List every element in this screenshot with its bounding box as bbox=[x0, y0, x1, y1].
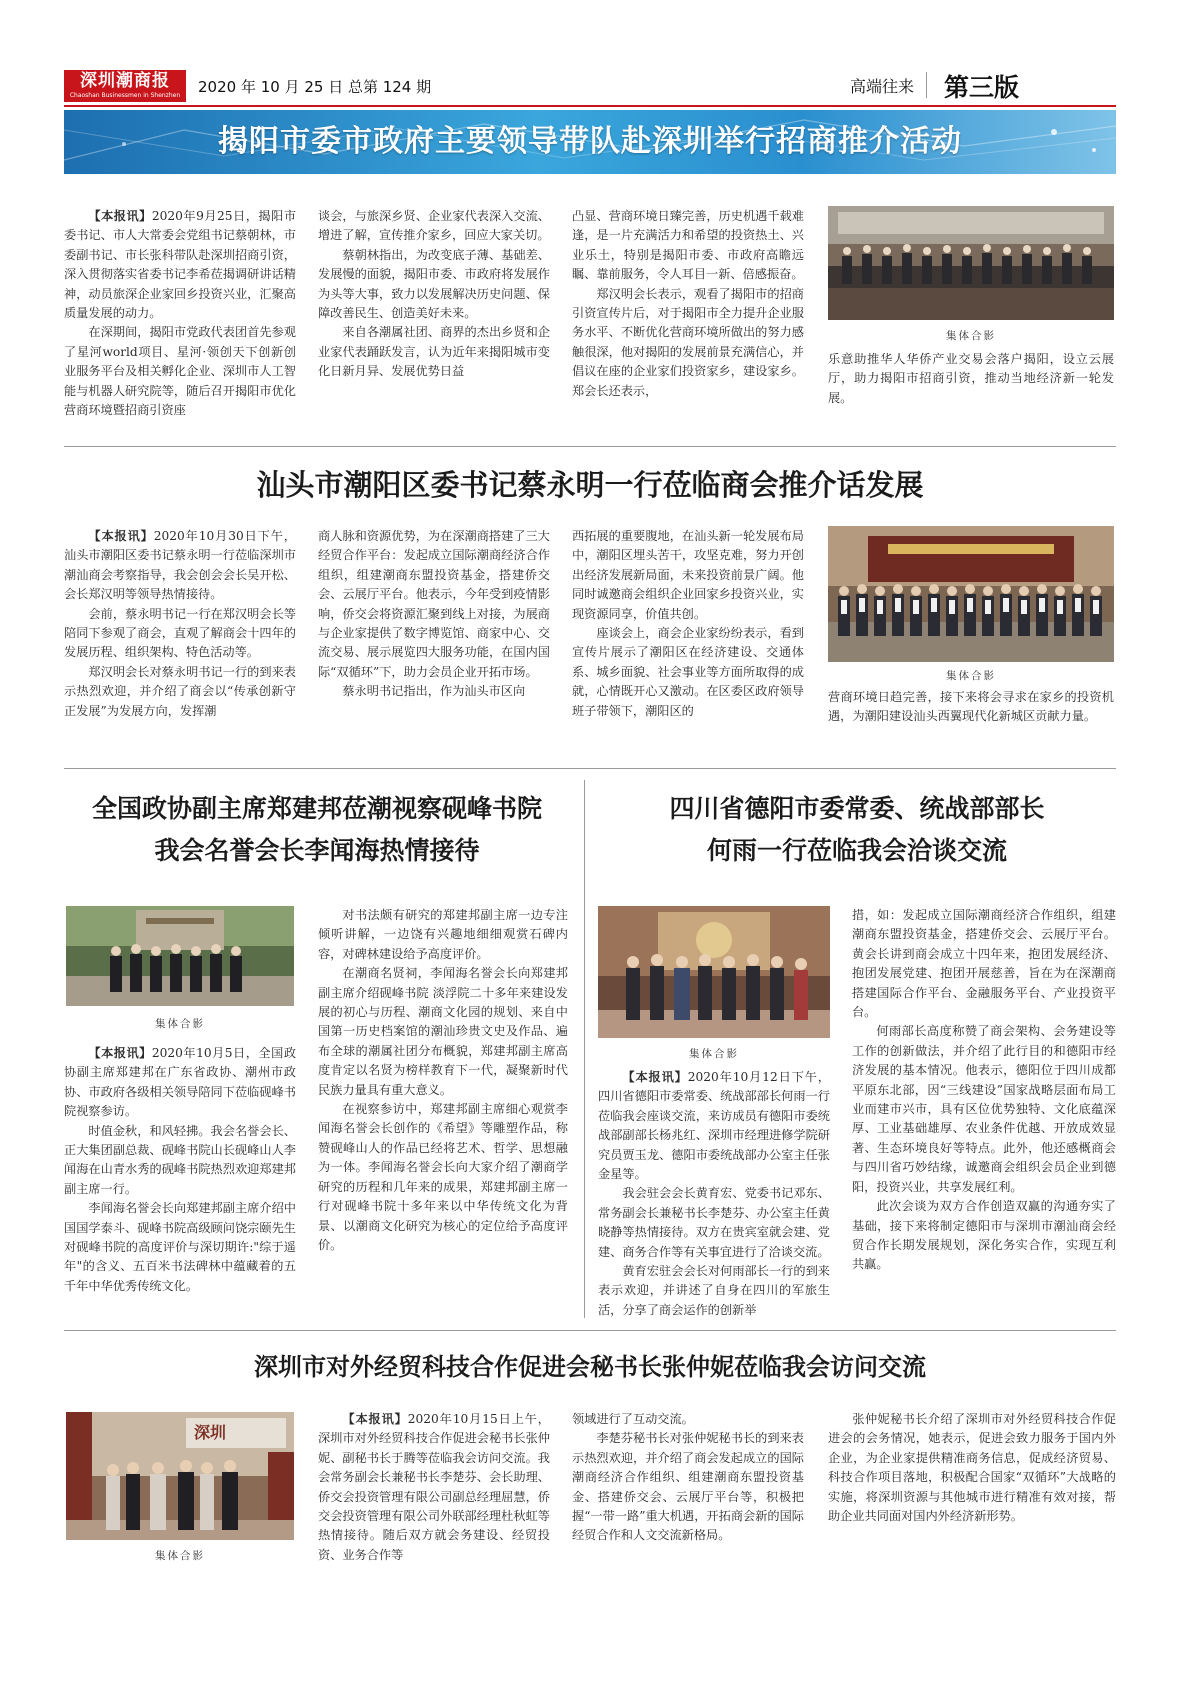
article-3-photo-caption: 集体合影 bbox=[155, 1018, 205, 1030]
paragraph: 谈会，与旅深乡贤、企业家代表深入交流、增进了解，宣传推介家乡，回应大家关切。 bbox=[318, 209, 550, 243]
article-4-photo-caption: 集体合影 bbox=[689, 1048, 739, 1060]
dateline-tag: 【本报讯】 bbox=[88, 529, 154, 543]
article-1-photo-caption: 集体合影 bbox=[946, 330, 996, 342]
article-1-photo bbox=[828, 206, 1114, 320]
paragraph: 我会驻会会长黄育宏、党委书记邓东、常务副会长兼秘书长李楚芬、办公室主任黄晓静等热情接待。双方在贵宾室就会建、党建、商务合作等有关事宜进行了洽谈交流。 bbox=[598, 1186, 830, 1259]
section-divider-1 bbox=[64, 446, 1116, 447]
newspaper-logo bbox=[64, 70, 186, 102]
paragraph: 张仲妮秘书长介绍了深圳市对外经贸科技合作促进会的会务情况，她表示，促进会致力服务于国内外企业，为企业家提供精准商务信息，促成经济贸易、科技合作项目落地，积极配合国家“双循环”大战略的实施，将深圳资源与其他城市进行精准有效对接，帮助企业共同面对国内外经济新形势。 bbox=[828, 1412, 1116, 1524]
paragraph: 蔡朝林指出，为改变底子薄、基础差、发展慢的面貌，揭阳市委、市政府将发展作为头等大事，致力以发展解决历史问题、保障改善民生、创造美好未来。 bbox=[318, 247, 550, 321]
paragraph: 时值金秋，和风轻拂。我会名誉会长、正大集团副总裁、砚峰书院山长砚峰山人李闻海在山青水秀的砚峰书院热烈欢迎郑建邦副主席一行。 bbox=[64, 1123, 296, 1196]
article-4-photo bbox=[598, 906, 830, 1038]
paragraph: 领域进行了互动交流。 bbox=[572, 1412, 694, 1426]
article-2-column-2 bbox=[318, 527, 550, 757]
group-photo-image bbox=[66, 1412, 294, 1540]
paragraph: 措，如：发起成立国际潮商经济合作组织，组建潮商东盟投资基金，搭建侨交会、云展厅平台。黄会长讲到商会成立十四年来，抱团发展经济、抱团发展党建、抱团开展慈善，旨在为在深潮商搭建国际合作平台、金融服务平台、产业投资平台。 bbox=[852, 908, 1116, 1020]
paragraph: 何雨部长高度称赞了商会架构、会务建设等工作的创新做法，并介绍了此行目的和德阳市经济发展的基本情况。他表示，德阳位于四川成都平原东北部，因“三线建设”国家战略层面布局工业而建市兴市，具有区位优势独特、文化底蕴深厚、工业基础雄厚、农业条件优越、开放成效显著、生态环境良好等特点。此外，他还感概商会与四川省巧妙结缘，诚邀商会组织会员企业到德阳，投资兴业，共享发展红利。 bbox=[852, 1024, 1116, 1194]
paragraph: 在视察参访中，郑建邦副主席细心观赏李闻海名誉会长创作的《希望》等雕塑作品，称赞砚峰山人的作品已经将艺术、哲学、思想融为一体。李闻海名誉会长向大家介绍了潮商学研究的历程和几年来的成果，郑建邦副主席一行对砚峰书院十多年来以中华传统文化为背景、以潮商文化研究为核心的定位给予高度评价。 bbox=[318, 1102, 568, 1252]
paragraph: 郑汉明会长对蔡永明书记一行的到来表示热烈欢迎，并介绍了商会以“传承创新守正发展”为发展方向，发挥潮 bbox=[64, 664, 296, 718]
paragraph: 蔡永明书记指出，作为汕头市区向 bbox=[342, 684, 526, 699]
article-1-columns-3 bbox=[572, 207, 804, 437]
paragraph: 李闻海名誉会长向郑建邦副主席介绍中国国学泰斗、砚峰书院高级顾问饶宗颐先生对砚峰书院的高度评价与深切期许:"综于遥年"的含义、五百米书法碑林中蕴藏着的五千年中华优秀传统文化。 bbox=[64, 1201, 296, 1293]
logo-subtitle: Chaoshan Businessmen in Shenzhen bbox=[69, 92, 181, 99]
paragraph: 在潮商名贤祠，李闻海名誉会长向郑建邦副主席介绍砚峰书院 淡浮院二十多年来建设发展的初心与历程、潮商文化园的规划、来自中国第一历史档案馆的潮汕珍贵文史及作品、遍布全球的潮属社团分布概貌，郑建邦副主席高度肯定以名贤为榜样教育下一代，凝聚新时代民族力量具有重大意义。 bbox=[318, 966, 568, 1097]
paragraph: 2020年10月15日上午，深圳市对外经贸科技合作促进会秘书长张仲妮、副秘书长于腾等莅临我会访问交流。我会常务副会长兼秘书长李楚芬、会长助理、侨交会投资管理有限公司副总经理屈慧，侨交会投资管理有限公司外联部经理杜秋虹等热情接待。随后双方就会务建设、经贸投资、业务合作等 bbox=[318, 1412, 550, 1562]
paragraph: 在深期间，揭阳市党政代表团首先参观了星河world项目、星河·领创天下创新创业服务平台及相关孵化企业、深圳市人工智能与机器人研究院等，随后召开揭阳市优化营商环境暨招商引资座 bbox=[64, 325, 296, 418]
article-1-columns-2 bbox=[318, 207, 550, 437]
group-photo-image bbox=[598, 906, 830, 1038]
masthead-rule bbox=[64, 105, 1116, 107]
article-2-photo-caption: 集体合影 bbox=[946, 670, 996, 682]
group-photo-image bbox=[828, 526, 1114, 662]
article-4-column-2 bbox=[852, 906, 1116, 1318]
article-5-column-2 bbox=[572, 1410, 804, 1620]
article-2-column-1 bbox=[64, 527, 296, 757]
article-2-column-4: 营商环境日趋完善，接下来将会寻求在家乡的投资机遇，为潮阳建设汕头西翼现代化新城区贡献力量。 bbox=[828, 690, 1114, 724]
article-3-column-1 bbox=[64, 1044, 296, 1314]
article-1-column-1 bbox=[64, 207, 296, 437]
article-1-column-4: 乐意助推华人华侨产业交易会落户揭阳，设立云展厅，助力揭阳市招商引资，推动当地经济新一轮发展。 bbox=[828, 352, 1114, 405]
group-photo-image bbox=[66, 906, 294, 1006]
section-divider-2 bbox=[64, 768, 1116, 769]
logo-title: 深圳潮商报 bbox=[80, 71, 170, 91]
article-2-column-3 bbox=[572, 527, 804, 757]
section-divider-3 bbox=[64, 1330, 1116, 1331]
dateline-tag: 【本报讯】 bbox=[342, 1412, 408, 1426]
article-5-column-1 bbox=[318, 1410, 550, 1620]
article-5-photo bbox=[66, 1412, 294, 1540]
paragraph: 来自各潮属社团、商界的杰出乡贤和企业家代表踊跃发言，认为近年来揭阳城市变化日新月异、发展优势日益 bbox=[318, 325, 550, 379]
article-5-column-3 bbox=[828, 1410, 1116, 1620]
article-2-headline: 汕头市潮阳区委书记蔡永明一行莅临商会推介话发展 bbox=[256, 468, 924, 502]
paragraph: 2020年10月5日，全国政协副主席郑建邦在广东省政协、潮州市政协、市政府各级相关领导陪同下莅临砚峰书院视察参访。 bbox=[64, 1046, 296, 1119]
article-4-headline-line-1: 四川省德阳市委常委、统战部部长 bbox=[669, 794, 1045, 823]
column-divider-vertical bbox=[584, 780, 585, 1318]
section-divider bbox=[926, 72, 927, 98]
paragraph: 李楚芬秘书长对张仲妮秘书长的到来表示热烈欢迎，并介绍了商会发起成立的国际潮商经济合作组织、组建潮商东盟投资基金、搭建侨交会、云展厅平台等，积极把握“一带一路”重大机遇，开拓商会新的国际经贸合作和人文交流新格局。 bbox=[572, 1431, 804, 1543]
article-1-headline: 揭阳市委市政府主要领导带队赴深圳举行招商推介活动 bbox=[218, 124, 962, 159]
section-name: 高端往来 bbox=[850, 77, 915, 96]
paragraph: 黄育宏驻会会长对何雨部长一行的到来表示欢迎，并讲述了自身在四川的军旅生活，分享了商会运作的创新举 bbox=[598, 1264, 830, 1317]
article-3-column-2 bbox=[318, 906, 568, 1310]
article-5-photo-caption: 集体合影 bbox=[155, 1550, 205, 1562]
article-3-headline-line-2: 我会名誉会长李闻海热情接待 bbox=[154, 836, 480, 865]
paragraph: 西拓展的重要腹地，在汕头新一轮发展布局中，潮阳区埋头苦干，攻坚克难，努力开创出经济发展新局面，未来投资前景广阔。他同时诚邀商会组织企业回家乡投资兴业，实现资源同享，价值共创。 bbox=[572, 529, 804, 621]
paragraph: 2020年9月25日，揭阳市委书记、市人大常委会党组书记蔡朝林，市委副书记、市长张科带队赴深圳招商引资，深入贯彻落实省委书记李希莅揭调研讲话精神，动员旅深企业家回乡投资兴业，汇聚高质量发展的动力。 bbox=[64, 209, 296, 321]
photo-sign-text: 深圳 bbox=[194, 1423, 227, 1442]
paragraph: 对书法颇有研究的郑建邦副主席一边专注倾听讲解，一边饶有兴趣地细细观赏石碑内容，对碑林建设给予高度评价。 bbox=[318, 908, 568, 961]
article-1-banner bbox=[64, 110, 1116, 174]
paragraph: 2020年10月12日下午，四川省德阳市委常委、统战部部长何雨一行莅临我会座谈交流，来访成员有德阳市委统战部副部长杨兆红、深圳市经理进修学院研究员贾玉龙、德阳市委统战部办公室主任张金星等。 bbox=[598, 1070, 830, 1182]
paragraph: 座谈会上，商会企业家纷纷表示，看到宣传片展示了潮阳区在经济建设、交通体系、城乡面貌、社会事业等方面所取得的成就，心情既开心又激动。在区委区政府领导班子带领下，潮阳区的 bbox=[572, 626, 804, 718]
dateline-tag: 【本报讯】 bbox=[622, 1070, 688, 1084]
issue-date: 2020 年 10 月 25 日 总第 124 期 bbox=[198, 78, 432, 96]
article-4-headline-line-2: 何雨一行莅临我会洽谈交流 bbox=[706, 836, 1007, 865]
page-number: 第三版 bbox=[944, 73, 1020, 102]
article-3-headline-line-1: 全国政协副主席郑建邦莅潮视察砚峰书院 bbox=[91, 794, 542, 823]
paragraph: 2020年10月30日下午，汕头市潮阳区委书记蔡永明一行莅临深圳市潮汕商会考察指导，我会创会会长吴开松、会长郑汉明等领导热情接待。 bbox=[64, 529, 296, 602]
paragraph: 会前，蔡永明书记一行在郑汉明会长等陪同下参观了商会，直观了解商会十四年的发展历程、组织架构、特色活动等。 bbox=[64, 606, 296, 660]
dateline-tag: 【本报讯】 bbox=[88, 209, 152, 223]
paragraph: 此次会谈为双方合作创造双赢的沟通夯实了基础，接下来将制定德阳市与深圳市潮汕商会经贸合作长期发展规划，深化务实合作，实现互利共赢。 bbox=[852, 1199, 1116, 1272]
article-5-headline: 深圳市对外经贸科技合作促进会秘书长张仲妮莅临我会访问交流 bbox=[254, 1353, 926, 1381]
group-photo-image bbox=[828, 206, 1114, 320]
article-3-photo bbox=[66, 906, 294, 1006]
paragraph: 商人脉和资源优势，为在深潮商搭建了三大经贸合作平台：发起成立国际潮商经济合作组织，组建潮商东盟投资基金，搭建侨交会、云展厅平台。他表示，今年受到疫情影响，侨交会将资源汇聚到线上对接，为展商与企业家提供了数字博览馆、商家中心、交流交易、展示展览四大服务功能，在国内国际“双循环”下，助力会员企业开拓市场。 bbox=[318, 529, 550, 679]
article-4-column-1 bbox=[598, 1068, 830, 1318]
article-2-photo bbox=[828, 526, 1114, 662]
paragraph: 郑汉明会长表示，观看了揭阳市的招商引资宣传片后，对于揭阳市全力提升企业服务水平、不断优化营商环境所做出的努力感触很深，他对揭阳的发展前景充满信心，并倡议在座的企业家们投资家乡，建设家乡。郑会长还表示， bbox=[572, 286, 804, 398]
paragraph: 凸显、营商环境日臻完善，历史机遇千载难逢，是一片充满活力和希望的投资热土、兴业乐土，特别是揭阳市委、市政府高瞻远瞩、靠前服务，令人耳目一新、倍感振奋。 bbox=[572, 209, 804, 282]
dateline-tag: 【本报讯】 bbox=[88, 1046, 152, 1060]
